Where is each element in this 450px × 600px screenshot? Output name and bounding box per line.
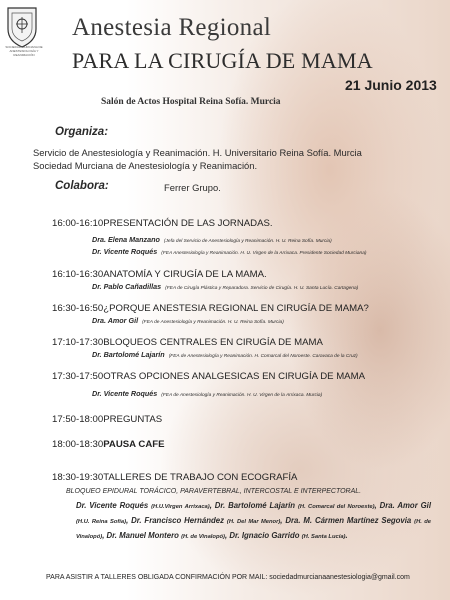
organiza-line-1: Servicio de Anestesiología y Reanimación. H. Universitario Reina Sofía. Murcia — [33, 147, 362, 158]
organiza-text — [33, 146, 438, 172]
item-time: 17:10-17:30 — [52, 337, 104, 348]
item-title: PAUSA CAFE — [103, 439, 165, 450]
program-item — [52, 472, 447, 544]
item-time: 18:00-18:30 — [52, 439, 104, 450]
item-time: 16:00-16:10 — [52, 218, 104, 229]
program-item — [52, 303, 447, 325]
speaker: Dr. Vicente Roqués (FEA Anestesiología y Reanimación. H. U. Virgen de la Arrixaca. Presidente Sociedad Murciana) — [92, 247, 367, 256]
speaker: Dr. Pablo Cañadillas (FEA de Cirugía Plástica y Reparadora. Servicio de Cirugía. H. U. Santa Lucía. Cartagena) — [92, 282, 359, 291]
logo-caption: SOCIEDAD MURCIANA DE ANESTESIOLOGÍA Y REANIMACIÓN — [5, 45, 43, 57]
title-line-1: Anestesia Regional — [72, 14, 272, 41]
workshop-topics: BLOQUEO EPIDURAL TORÁCICO, PARAVERTEBRAL, INTERCOSTAL E INTERPECTORAL. — [66, 488, 362, 495]
organiza-line-2: Sociedad Murciana de Anestesiología y Reanimación. — [33, 160, 258, 171]
colabora-label: Colabora: — [55, 180, 109, 192]
item-time: 16:30-16:50 — [52, 303, 104, 314]
item-time: 18:30-19:30 — [52, 472, 104, 483]
speaker: Dr. Bartolomé Lajarín (FEA de Anestesiología y Reanimación. H. Comarcal del Noroeste. Caravaca de la Cruz) — [92, 350, 358, 359]
item-time: 16:10-16:30 — [52, 269, 104, 280]
footer-note: PARA ASISTIR A TALLERES OBLIGADA CONFIRMACIÓN POR MAIL: sociedadmurcianaanestesiologia@gmail.com — [46, 574, 410, 581]
title-line-2: PARA LA CIRUGÍA DE MAMA — [72, 48, 373, 73]
speaker: Dra. Elena Manzano (Jefa del Servicio de Anestesiología y Reanimación. H. U. Reina Sofía. Murcia) — [92, 235, 332, 244]
program-item — [52, 439, 447, 450]
venue: Salón de Actos Hospital Reina Sofía. Murcia — [101, 97, 281, 107]
item-title: PRESENTACIÓN DE LAS JORNADAS. — [103, 218, 273, 229]
program-item — [52, 218, 447, 256]
item-title: BLOQUEOS CENTRALES EN CIRUGÍA DE MAMA — [103, 337, 323, 348]
colabora-text: Ferrer Grupo. — [164, 182, 221, 193]
item-title: TALLERES DE TRABAJO CON ECOGRAFÍA — [103, 472, 298, 483]
speaker: Dr. Vicente Roqués (FEA de Anestesiología y Reanimación. H. U. Virgen de la Arrixaca. Murcia) — [92, 389, 323, 398]
program-item — [52, 337, 447, 359]
item-title: OTRAS OPCIONES ANALGESICAS EN CIRUGÍA DE MAMA — [103, 371, 365, 382]
program-item — [52, 371, 447, 398]
program-item — [52, 414, 447, 425]
workshop-instructors: Dr. Vicente Roqués (H.U.Virgen Arrixaca), Dr. Bartolomé Lajarín (H. Comarcal del Noroeste), Dra. Amor Gil (H.U. Reina Sofía), Dr. Francisco Hernández (H. Del Mar Menor), Dra. M. Cármen Martínez Segovia (H. de Vinalopó), Dr. Manuel Montero (H. de Vinalopó), Dr. Ignacio Garrido (H. Santa Lucía). — [76, 501, 432, 540]
item-time: 17:50-18:00 — [52, 414, 104, 425]
event-date: 21 Junio 2013 — [345, 77, 437, 93]
item-title: ANATOMÍA Y CIRUGÍA DE LA MAMA. — [103, 269, 267, 280]
item-title: ¿PORQUE ANESTESIA REGIONAL EN CIRUGÍA DE MAMA? — [103, 303, 369, 314]
speaker: Dra. Amor Gil (FEA de Anestesiología y Reanimación. H. U. Reina Sofía. Murcia) — [92, 316, 284, 325]
program-item — [52, 269, 447, 291]
item-title: PREGUNTAS — [103, 414, 163, 425]
organiza-label: Organiza: — [55, 126, 109, 138]
program — [52, 218, 447, 544]
item-time: 17:30-17:50 — [52, 371, 104, 382]
society-logo — [5, 5, 39, 49]
